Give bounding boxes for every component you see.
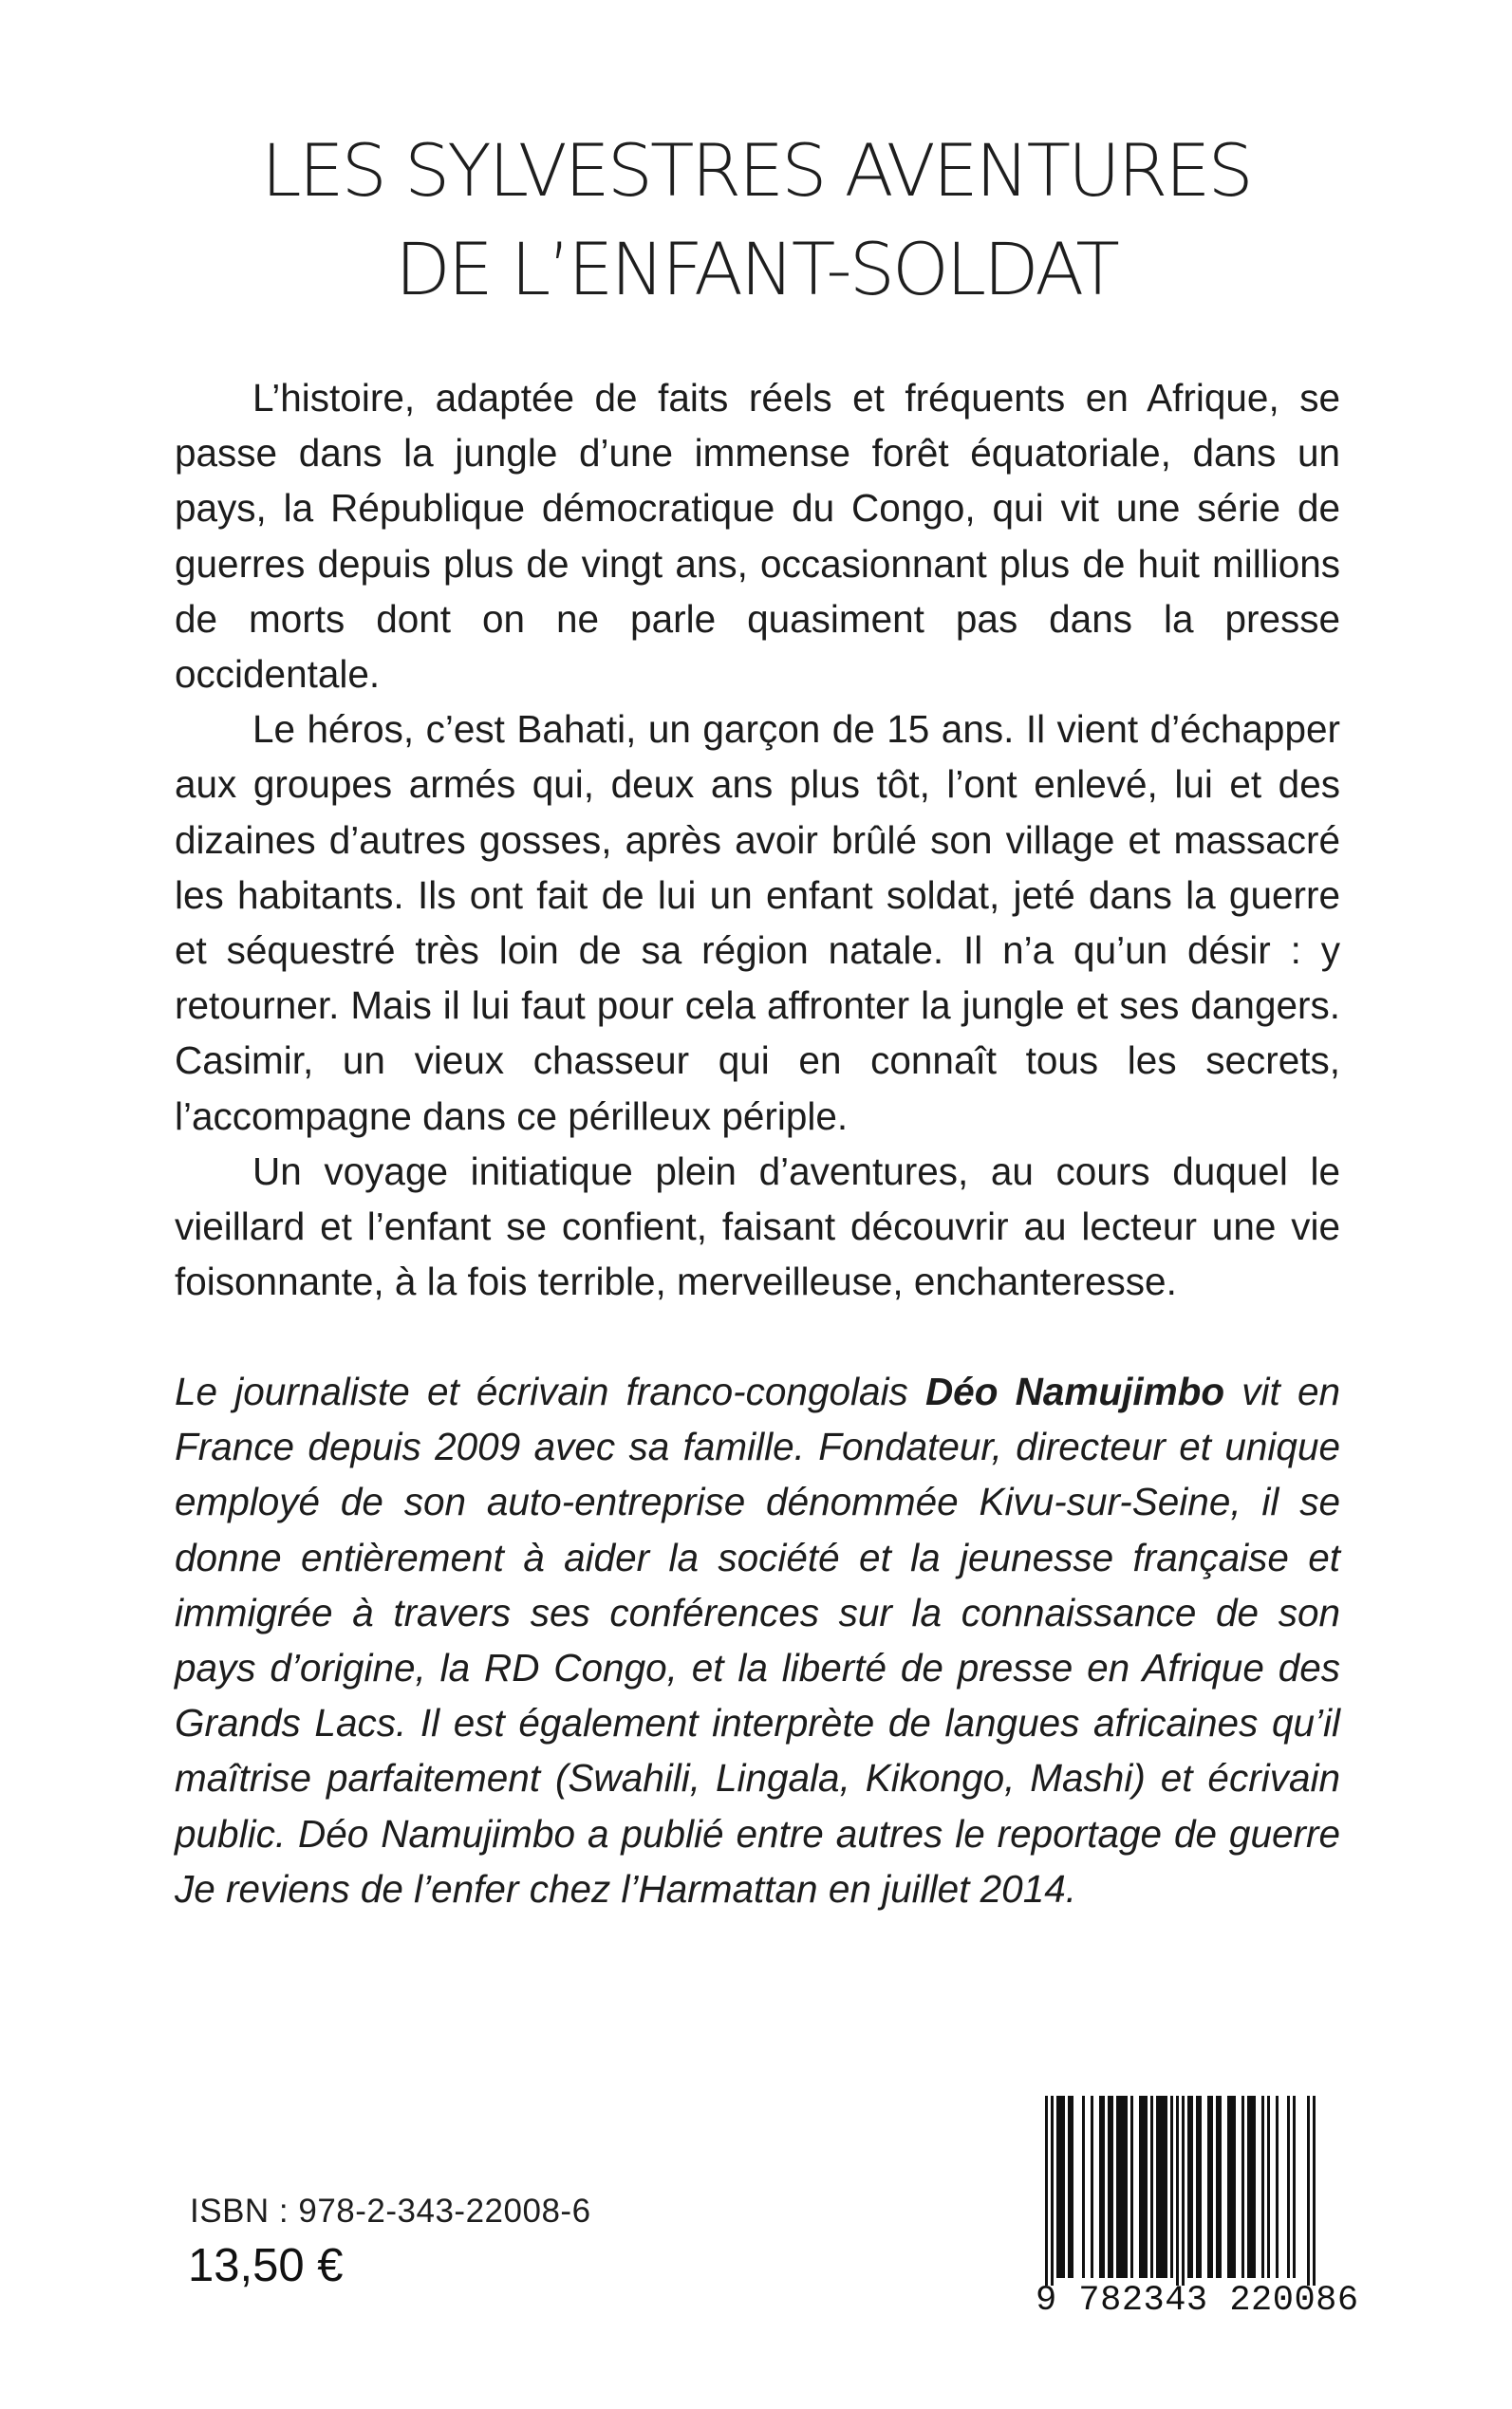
barcode-bar xyxy=(1068,2096,1071,2278)
barcode-bar xyxy=(1190,2096,1193,2278)
barcode-bar xyxy=(1170,2096,1173,2278)
barcode xyxy=(1036,2096,1359,2321)
barcode-bar xyxy=(1261,2096,1264,2278)
isbn-label: ISBN : 978-2-343-22008-6 xyxy=(190,2193,591,2230)
synopsis-paragraph-1: L’histoire, adaptée de faits réels et fréquents en Afrique, se passe dans la jungle d’une immense forêt équatoriale, dans un pays, la République démocratique du Congo, qui vit une série de guerres depuis plus de vingt ans, occasionnant plus de huit millions de morts dont on ne parle quasiment pas dans la presse occidentale. xyxy=(175,376,1340,697)
barcode-bar xyxy=(1162,2096,1165,2278)
barcode-bar xyxy=(1196,2096,1199,2278)
barcode-bar xyxy=(1156,2096,1159,2278)
book-title xyxy=(0,121,1512,319)
barcode-bar xyxy=(1108,2096,1111,2278)
barcode-bar xyxy=(1241,2096,1244,2278)
barcode-bar xyxy=(1307,2096,1310,2286)
barcode-bar xyxy=(1207,2096,1210,2278)
barcode-bar xyxy=(1051,2096,1054,2286)
barcode-bar xyxy=(1102,2096,1105,2278)
barcode-bar xyxy=(1142,2096,1145,2278)
barcode-bar xyxy=(1187,2096,1190,2278)
barcode-digits: 9 782343 220086 xyxy=(1036,2281,1359,2321)
barcode-bar xyxy=(1210,2096,1213,2278)
price-label: 13,50 € xyxy=(188,2240,344,2291)
barcode-bar xyxy=(1219,2096,1222,2278)
barcode-bar xyxy=(1082,2096,1085,2278)
barcode-bar xyxy=(1139,2096,1142,2278)
barcode-bar xyxy=(1099,2096,1102,2278)
author-bio-body: vit en France depuis 2009 avec sa famille. Fondateur, directeur et unique employé de son auto-entreprise dénommée Kivu-sur-Seine, il se donne entièrement à aider la société et la jeunesse française et immigrée à travers ses conférences sur la connaissance de son pays d’origine, la RD Congo, et la liberté de presse en Afrique des Grands Lacs. Il est également interprète de langues africaines qu’il maîtrise parfaitement (Swahili, Lingala, Kikongo, Mashi) et écrivain public. Déo Namujimbo a publié entre autres le reportage de guerre Je reviens de l’enfer chez l’Harmattan en juillet 2014. xyxy=(175,1370,1340,1911)
barcode-bar xyxy=(1233,2096,1236,2278)
barcode-bar xyxy=(1059,2096,1062,2278)
barcode-bar xyxy=(1116,2096,1119,2278)
barcode-bar xyxy=(1150,2096,1153,2278)
barcode-bar xyxy=(1125,2096,1128,2278)
title-line-2: DE L’ENFANT-SOLDAT xyxy=(395,227,1117,311)
barcode-bar xyxy=(1276,2096,1279,2278)
barcode-bar xyxy=(1119,2096,1122,2278)
author-bio xyxy=(175,1364,1340,1916)
barcode-bars xyxy=(1036,2096,1325,2286)
barcode-bar xyxy=(1062,2096,1065,2278)
barcode-bar xyxy=(1227,2096,1230,2278)
synopsis-paragraph-2: Le héros, c’est Bahati, un garçon de 15 ans. Il vient d’échapper aux groupes armés qui, deux ans plus tôt, l’ont enlevé, lui et des dizaines d’autres gosses, après avoir brûlé son village et massacré les habitants. Ils ont fait de lui un enfant soldat, jeté dans la guerre et séquestré très loin de sa région natale. Il n’a qu’un désir : y retourner. Mais il lui faut pour cela affronter la jungle et ses dangers. Casimir, un vieux chasseur qui en connaît tous les secrets, l’accompagne dans ce périlleux périple. xyxy=(175,707,1340,1138)
synopsis-paragraph-3: Un voyage initiatique plein d’aventures, au cours duquel le vieillard et l’enfant se confient, faisant découvrir au lecteur une vie foisonnante, à la fois terrible, merveilleuse, enchanteresse. xyxy=(175,1148,1340,1304)
barcode-bar xyxy=(1176,2096,1179,2286)
barcode-bar xyxy=(1111,2096,1113,2278)
barcode-bar xyxy=(1247,2096,1250,2278)
barcode-bar xyxy=(1230,2096,1233,2278)
barcode-bar xyxy=(1250,2096,1253,2278)
author-name: Déo Namujimbo xyxy=(924,1370,1225,1413)
barcode-bar xyxy=(1122,2096,1125,2278)
author-bio-intro: Le journaliste et écrivain franco-congolais xyxy=(175,1370,925,1413)
barcode-bar xyxy=(1165,2096,1167,2278)
barcode-bar xyxy=(1091,2096,1093,2278)
barcode-bar xyxy=(1056,2096,1059,2278)
title-line-1: LES SYLVESTRES AVENTURES xyxy=(261,128,1251,213)
barcode-bar xyxy=(1253,2096,1256,2278)
barcode-bar xyxy=(1071,2096,1073,2278)
barcode-bar xyxy=(1216,2096,1219,2278)
barcode-bar xyxy=(1313,2096,1316,2286)
barcode-bar xyxy=(1267,2096,1270,2278)
barcode-bar xyxy=(1199,2096,1202,2278)
barcode-bar xyxy=(1287,2096,1290,2278)
barcode-bar xyxy=(1182,2096,1185,2286)
barcode-bar xyxy=(1130,2096,1133,2278)
barcode-bar xyxy=(1045,2096,1048,2286)
barcode-bar xyxy=(1159,2096,1162,2278)
synopsis xyxy=(175,370,1340,1309)
barcode-bar xyxy=(1145,2096,1148,2278)
barcode-bar xyxy=(1293,2096,1296,2278)
